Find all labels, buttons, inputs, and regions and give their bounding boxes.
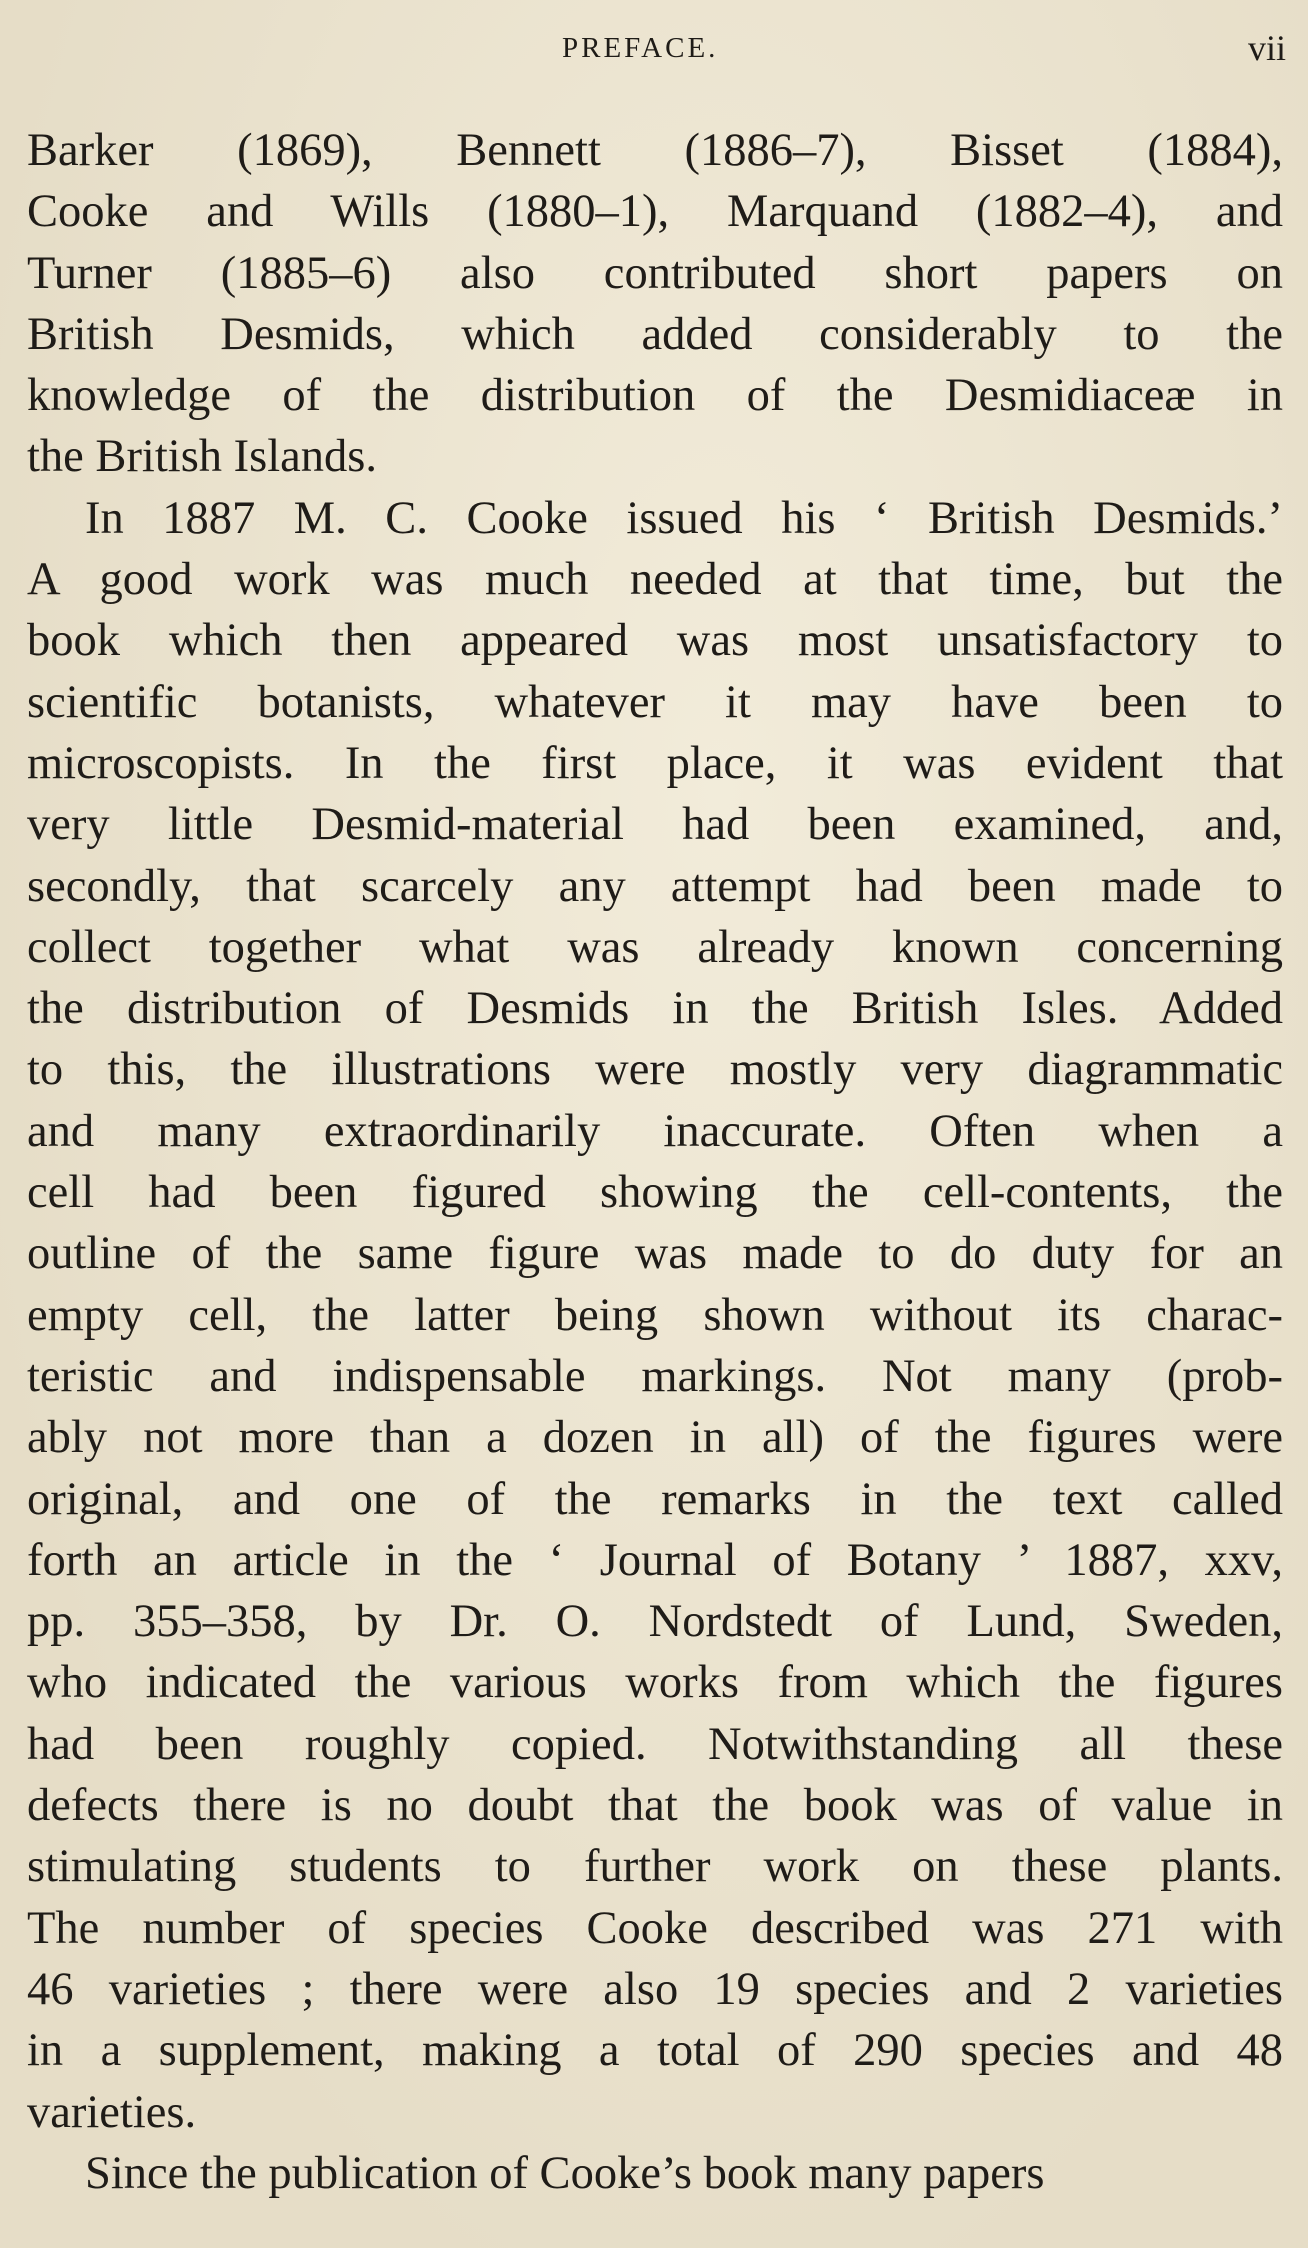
text-line: had been roughly copied. Notwithstanding all these [27,1718,1283,1770]
text-line: who indicated the various works from which the figures [27,1657,1283,1709]
text-line: to this, the illustrations were mostly very diagrammatic [27,1044,1283,1096]
text-line: Barker (1869), Bennett (1886–7), Bisset (1884), [27,125,1283,176]
text-line: Turner (1885–6) also contributed short papers on [27,247,1283,299]
text-line: Cooke and Wills (1880–1), Marquand (1882–4), and [27,186,1283,238]
text-line: collect together what was already known concerning [27,921,1283,973]
text-line: forth an article in the ‘ Journal of Botany ’ 1887, xxv, [27,1534,1283,1586]
text-line: The number of species Cooke described was 271 with [27,1902,1283,1954]
page-number: vii [1247,28,1286,68]
running-head [0,28,1308,68]
text-line: stimulating students to further work on these plants. [27,1841,1283,1893]
text-line: original, and one of the remarks in the text called [27,1473,1283,1525]
text-line: ably not more than a dozen in all) of the figures were [27,1412,1283,1464]
text-line: empty cell, the latter being shown without its charac- [27,1289,1283,1341]
text-line: secondly, that scarcely any attempt had been made to [27,860,1283,912]
paragraph-first-line: Since the publication of Cooke’s book many papers [85,2147,1045,2199]
text-line: cell had been figured showing the cell-contents, the [27,1167,1283,1219]
text-line: defects there is no doubt that the book was of value in [27,1780,1283,1832]
text-line: microscopists. In the first place, it was evident that [27,737,1283,789]
text-line: and many extraordinarily inaccurate. Often when a [27,1105,1283,1157]
text-line: the British Islands. [27,431,378,483]
running-head-title: PREFACE. [562,32,719,64]
text-line: the distribution of Desmids in the British Isles. Added [27,983,1283,1035]
text-line: 46 varieties ; there were also 19 species and 2 varieties [27,1963,1283,2015]
text-line: in a supplement, making a total of 290 species and 48 [27,2025,1283,2077]
paragraph-first-line: In 1887 M. C. Cooke issued his ‘ British Desmids.’ [85,492,1283,544]
text-line: outline of the same figure was made to do duty for an [27,1228,1283,1280]
text-line: knowledge of the distribution of the Desmidiaceæ in [27,370,1283,422]
text-line: A good work was much needed at that time, but the [27,554,1283,606]
text-line: varieties. [27,2086,197,2138]
text-line: very little Desmid-material had been examined, and, [27,799,1283,851]
text-line: pp. 355–358, by Dr. O. Nordstedt of Lund, Sweden, [27,1596,1283,1648]
body-text [27,120,1283,2204]
text-line: teristic and indispensable markings. Not many (prob- [27,1350,1283,1402]
text-line: book which then appeared was most unsatisfactory to [27,615,1283,667]
text-line: scientific botanists, whatever it may have been to [27,676,1283,728]
text-line: British Desmids, which added considerably to the [27,308,1283,360]
